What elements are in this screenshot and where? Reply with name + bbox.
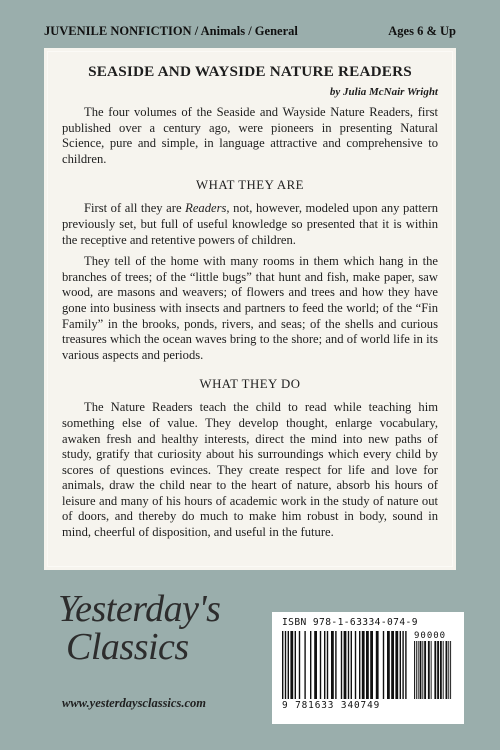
barcode-bar bbox=[448, 641, 449, 699]
readers-emphasis: Readers bbox=[185, 201, 227, 216]
barcode-bar bbox=[416, 641, 417, 699]
barcode-bar bbox=[391, 631, 394, 699]
barcode-bar bbox=[420, 641, 422, 699]
barcode-bar bbox=[428, 641, 430, 699]
description-panel bbox=[44, 48, 456, 570]
what-they-are-paragraph-2: They tell of the home with many rooms in them which hang in the branches of trees; of the “little bugs” that hunt and fish, make paper, saw wood, are masons and weavers; of flowers and trees and how they have gone into business with insects and partners to feed the world; of the “Fin Family” in the brooks, ponds, rivers, and seas; of the shells and curious treasures which the ocean waves bring to the shore; and of world life in its various aspects and periods. bbox=[62, 254, 438, 362]
category-label: JUVENILE NONFICTION / Animals / General bbox=[44, 24, 298, 38]
barcode-bar bbox=[295, 631, 296, 699]
barcode-bar bbox=[320, 631, 321, 699]
barcode-bar bbox=[359, 631, 360, 699]
barcode-bar bbox=[341, 631, 342, 699]
barcode-bar bbox=[335, 631, 336, 699]
barcode-bar bbox=[282, 631, 283, 699]
ean-digits: 9 781633 340749 bbox=[282, 700, 381, 711]
price-addon bbox=[414, 631, 452, 699]
barcode-bar bbox=[285, 631, 286, 699]
barcode-bar bbox=[422, 641, 423, 699]
barcode-bar bbox=[314, 631, 317, 699]
barcode-bar bbox=[450, 641, 451, 699]
book-title: SEASIDE AND WAYSIDE NATURE READERS bbox=[88, 63, 412, 80]
barcode-bar bbox=[310, 631, 311, 699]
barcode-bar bbox=[288, 631, 289, 699]
age-range-label: Ages 6 & Up bbox=[388, 24, 456, 38]
barcode-bar bbox=[440, 641, 442, 699]
publisher-website: www.yesterdaysclassics.com bbox=[62, 696, 206, 710]
barcode-bar bbox=[304, 631, 305, 699]
barcode-bar bbox=[355, 631, 356, 699]
paragraph-text: First of all they are bbox=[84, 201, 186, 216]
barcode-bar bbox=[351, 631, 352, 699]
section-heading-what-they-are: WHAT THEY ARE bbox=[196, 178, 304, 193]
publisher-logo bbox=[58, 590, 220, 666]
barcode-bar bbox=[437, 641, 439, 699]
isbn-number: ISBN 978-1-63334-074-9 bbox=[282, 617, 418, 628]
barcode-row bbox=[282, 631, 458, 699]
what-they-do-paragraph: The Nature Readers teach the child to read while teaching him something else of value. They develop thought, enlarge vocabulary, awaken fresh and healthy interests, direct the mind into new paths of study, gratify that curiosity about his surroundings which every child by scores of questions evinces. They create respect for life and love for animals, draw the child near to the heart of nature, absorb his hours of leisure and many of his hours of academic work in the study of nature out of doors, and thereby do much to make him robust in body, sound in mind, cheerful of disposition, and useful in the future. bbox=[62, 400, 438, 540]
publisher-name-line2: Classics bbox=[66, 626, 189, 668]
barcode-bar bbox=[405, 631, 406, 699]
barcode-bar bbox=[383, 631, 384, 699]
barcode-bar bbox=[366, 631, 369, 699]
what-they-are-paragraph-1 bbox=[62, 201, 438, 248]
barcode-bar bbox=[443, 641, 444, 699]
barcode-bar bbox=[402, 631, 403, 699]
barcode-bar bbox=[424, 641, 426, 699]
section-heading-what-they-do: WHAT THEY DO bbox=[199, 377, 301, 392]
barcode-bar bbox=[446, 641, 448, 699]
barcode-bar bbox=[414, 641, 415, 699]
barcode-bar bbox=[324, 631, 325, 699]
barcode-bar bbox=[331, 631, 334, 699]
isbn-barcode-box bbox=[272, 612, 464, 724]
intro-paragraph: The four volumes of the Seaside and Wayside Nature Readers, first published over a century ago, were pioneers in presenting Natural Science, pure and simple, in language attractive and comprehensive to children. bbox=[62, 105, 438, 166]
addon-number: 90000 bbox=[414, 631, 447, 641]
barcode-bar bbox=[290, 631, 293, 699]
barcode-bar bbox=[299, 631, 300, 699]
barcode-bar bbox=[362, 631, 365, 699]
barcode-bar bbox=[431, 641, 432, 699]
barcode-bar bbox=[400, 631, 401, 699]
barcode-bar bbox=[395, 631, 398, 699]
barcode-bar bbox=[376, 631, 379, 699]
barcode-bar bbox=[434, 641, 436, 699]
barcode-bar bbox=[348, 631, 349, 699]
publisher-name-line1: Yesterday's bbox=[58, 588, 221, 630]
addon-barcode-bars bbox=[414, 641, 452, 699]
paragraph-text: , not, however, modeled upon any pattern previously set, but full of useful knowledge so presented that it is within the receptive and retentive powers of children. bbox=[62, 201, 438, 247]
barcode-bars bbox=[282, 631, 408, 699]
back-cover-header bbox=[44, 24, 456, 39]
barcode-bar bbox=[370, 631, 373, 699]
barcode-bar bbox=[344, 631, 347, 699]
barcode-bar bbox=[418, 641, 419, 699]
barcode-bar bbox=[387, 631, 390, 699]
barcode-bar bbox=[327, 631, 328, 699]
author-byline: by Julia McNair Wright bbox=[329, 86, 438, 98]
